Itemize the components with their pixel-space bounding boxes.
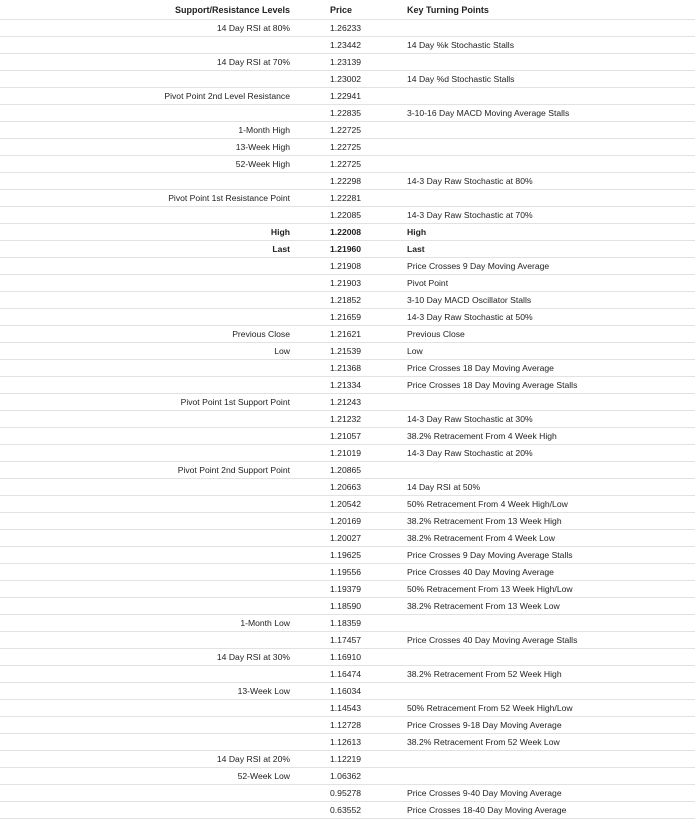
level-cell: 14 Day RSI at 30% <box>0 649 306 666</box>
price-cell: 1.23442 <box>306 37 388 54</box>
table-row <box>0 683 695 700</box>
price-cell: 1.20169 <box>306 513 388 530</box>
table-row <box>0 190 695 207</box>
turning-point-cell <box>388 649 695 666</box>
turning-point-cell <box>388 394 695 411</box>
table-row <box>0 751 695 768</box>
turning-point-cell <box>388 20 695 37</box>
level-cell <box>0 428 306 445</box>
price-cell: 1.21334 <box>306 377 388 394</box>
table-row <box>0 224 695 241</box>
level-cell <box>0 275 306 292</box>
turning-point-cell: 38.2% Retracement From 52 Week Low <box>388 734 695 751</box>
turning-point-cell: Price Crosses 40 Day Moving Average Stalls <box>388 632 695 649</box>
price-cell: 1.12728 <box>306 717 388 734</box>
level-cell: Low <box>0 343 306 360</box>
price-cell: 1.21852 <box>306 292 388 309</box>
price-cell: 1.14543 <box>306 700 388 717</box>
turning-point-cell: 50% Retracement From 13 Week High/Low <box>388 581 695 598</box>
level-cell <box>0 105 306 122</box>
turning-point-cell <box>388 122 695 139</box>
price-cell: 1.22725 <box>306 156 388 173</box>
turning-point-cell: Last <box>388 241 695 258</box>
level-cell: Pivot Point 2nd Support Point <box>0 462 306 479</box>
price-cell: 1.19556 <box>306 564 388 581</box>
table-row <box>0 343 695 360</box>
level-cell <box>0 445 306 462</box>
level-cell: 14 Day RSI at 20% <box>0 751 306 768</box>
table-row <box>0 241 695 258</box>
turning-point-cell: 50% Retracement From 52 Week High/Low <box>388 700 695 717</box>
table-row <box>0 71 695 88</box>
price-cell: 1.20865 <box>306 462 388 479</box>
price-cell: 1.22941 <box>306 88 388 105</box>
table-row <box>0 598 695 615</box>
level-cell <box>0 71 306 88</box>
table-row <box>0 632 695 649</box>
level-cell <box>0 666 306 683</box>
header-turning-points: Key Turning Points <box>388 0 695 20</box>
turning-point-cell: Price Crosses 18-40 Day Moving Average <box>388 802 695 819</box>
level-cell <box>0 292 306 309</box>
price-cell: 1.21903 <box>306 275 388 292</box>
turning-point-cell <box>388 139 695 156</box>
level-cell <box>0 37 306 54</box>
level-cell: Last <box>0 241 306 258</box>
level-cell: Pivot Point 1st Support Point <box>0 394 306 411</box>
table-row <box>0 173 695 190</box>
level-cell <box>0 734 306 751</box>
turning-point-cell <box>388 54 695 71</box>
turning-point-cell <box>388 156 695 173</box>
price-cell: 1.12613 <box>306 734 388 751</box>
level-cell <box>0 513 306 530</box>
table-row <box>0 37 695 54</box>
level-cell <box>0 598 306 615</box>
turning-point-cell: High <box>388 224 695 241</box>
turning-point-cell: 38.2% Retracement From 13 Week High <box>388 513 695 530</box>
level-cell <box>0 479 306 496</box>
table-row <box>0 360 695 377</box>
table-body <box>0 20 695 819</box>
price-cell: 1.20027 <box>306 530 388 547</box>
level-cell: 1-Month Low <box>0 615 306 632</box>
price-cell: 1.21232 <box>306 411 388 428</box>
level-cell: 13-Week High <box>0 139 306 156</box>
price-cell: 1.12219 <box>306 751 388 768</box>
level-cell <box>0 173 306 190</box>
turning-point-cell: 14 Day %k Stochastic Stalls <box>388 37 695 54</box>
turning-point-cell: 3-10 Day MACD Oscillator Stalls <box>388 292 695 309</box>
table-row <box>0 513 695 530</box>
table-row <box>0 547 695 564</box>
price-cell: 1.23002 <box>306 71 388 88</box>
turning-point-cell: 3-10-16 Day MACD Moving Average Stalls <box>388 105 695 122</box>
table-row <box>0 411 695 428</box>
price-cell: 1.16474 <box>306 666 388 683</box>
price-cell: 1.06362 <box>306 768 388 785</box>
turning-point-cell: Pivot Point <box>388 275 695 292</box>
turning-point-cell: 38.2% Retracement From 4 Week Low <box>388 530 695 547</box>
turning-point-cell: 14-3 Day Raw Stochastic at 70% <box>388 207 695 224</box>
table-row <box>0 258 695 275</box>
level-cell <box>0 802 306 819</box>
table-row <box>0 615 695 632</box>
price-cell: 1.22835 <box>306 105 388 122</box>
price-cell: 1.22008 <box>306 224 388 241</box>
header-price: Price <box>306 0 388 20</box>
turning-point-cell: 14 Day RSI at 50% <box>388 479 695 496</box>
level-cell <box>0 411 306 428</box>
table-row <box>0 377 695 394</box>
turning-point-cell <box>388 88 695 105</box>
table-row <box>0 292 695 309</box>
price-cell: 1.17457 <box>306 632 388 649</box>
turning-point-cell: 38.2% Retracement From 13 Week Low <box>388 598 695 615</box>
price-cell: 1.23139 <box>306 54 388 71</box>
level-cell: High <box>0 224 306 241</box>
price-cell: 0.63552 <box>306 802 388 819</box>
turning-point-cell <box>388 615 695 632</box>
table-row <box>0 275 695 292</box>
turning-point-cell: Low <box>388 343 695 360</box>
turning-point-cell: Previous Close <box>388 326 695 343</box>
turning-point-cell: 38.2% Retracement From 52 Week High <box>388 666 695 683</box>
table-row <box>0 496 695 513</box>
price-cell: 1.20663 <box>306 479 388 496</box>
level-cell <box>0 360 306 377</box>
level-cell <box>0 717 306 734</box>
table-row <box>0 156 695 173</box>
turning-point-cell <box>388 768 695 785</box>
level-cell <box>0 207 306 224</box>
table-row <box>0 462 695 479</box>
table-row <box>0 479 695 496</box>
price-cell: 1.16910 <box>306 649 388 666</box>
table-row <box>0 54 695 71</box>
level-cell <box>0 700 306 717</box>
level-cell <box>0 309 306 326</box>
header-row <box>0 0 695 20</box>
turning-point-cell: 14-3 Day Raw Stochastic at 50% <box>388 309 695 326</box>
level-cell <box>0 581 306 598</box>
price-cell: 1.19625 <box>306 547 388 564</box>
price-cell: 1.22298 <box>306 173 388 190</box>
table-row <box>0 309 695 326</box>
turning-point-cell: Price Crosses 9-18 Day Moving Average <box>388 717 695 734</box>
table-row <box>0 394 695 411</box>
price-cell: 1.21057 <box>306 428 388 445</box>
turning-point-cell: 50% Retracement From 4 Week High/Low <box>388 496 695 513</box>
price-cell: 1.18590 <box>306 598 388 615</box>
turning-point-cell: 14-3 Day Raw Stochastic at 80% <box>388 173 695 190</box>
level-cell <box>0 785 306 802</box>
level-cell: Previous Close <box>0 326 306 343</box>
table-row <box>0 564 695 581</box>
table-row <box>0 428 695 445</box>
price-cell: 0.95278 <box>306 785 388 802</box>
level-cell: 14 Day RSI at 80% <box>0 20 306 37</box>
table-row <box>0 768 695 785</box>
turning-point-cell <box>388 751 695 768</box>
table-row <box>0 88 695 105</box>
level-cell: 13-Week Low <box>0 683 306 700</box>
price-cell: 1.22085 <box>306 207 388 224</box>
turning-point-cell: 14 Day %d Stochastic Stalls <box>388 71 695 88</box>
price-cell: 1.21621 <box>306 326 388 343</box>
level-cell: 1-Month High <box>0 122 306 139</box>
price-cell: 1.21960 <box>306 241 388 258</box>
table-row <box>0 105 695 122</box>
level-cell <box>0 258 306 275</box>
price-cell: 1.21368 <box>306 360 388 377</box>
table-row <box>0 649 695 666</box>
level-cell <box>0 530 306 547</box>
turning-point-cell: 14-3 Day Raw Stochastic at 20% <box>388 445 695 462</box>
table-row <box>0 139 695 156</box>
table-row <box>0 122 695 139</box>
price-cell: 1.19379 <box>306 581 388 598</box>
turning-point-cell: 38.2% Retracement From 4 Week High <box>388 428 695 445</box>
table-row <box>0 700 695 717</box>
price-cell: 1.21908 <box>306 258 388 275</box>
price-cell: 1.26233 <box>306 20 388 37</box>
turning-point-cell <box>388 190 695 207</box>
table-row <box>0 207 695 224</box>
level-cell: 52-Week High <box>0 156 306 173</box>
table-row <box>0 445 695 462</box>
table-row <box>0 734 695 751</box>
turning-point-cell: 14-3 Day Raw Stochastic at 30% <box>388 411 695 428</box>
turning-point-cell: Price Crosses 40 Day Moving Average <box>388 564 695 581</box>
level-cell: Pivot Point 2nd Level Resistance <box>0 88 306 105</box>
price-cell: 1.20542 <box>306 496 388 513</box>
price-cell: 1.21243 <box>306 394 388 411</box>
level-cell <box>0 547 306 564</box>
header-levels: Support/Resistance Levels <box>0 0 306 20</box>
price-cell: 1.22725 <box>306 139 388 156</box>
turning-point-cell: Price Crosses 9 Day Moving Average Stalls <box>388 547 695 564</box>
price-cell: 1.21659 <box>306 309 388 326</box>
turning-point-cell: Price Crosses 18 Day Moving Average Stalls <box>388 377 695 394</box>
level-cell <box>0 632 306 649</box>
level-cell <box>0 496 306 513</box>
turning-point-cell: Price Crosses 18 Day Moving Average <box>388 360 695 377</box>
price-cell: 1.22281 <box>306 190 388 207</box>
level-cell <box>0 564 306 581</box>
turning-point-cell: Price Crosses 9 Day Moving Average <box>388 258 695 275</box>
table-row <box>0 20 695 37</box>
level-cell: Pivot Point 1st Resistance Point <box>0 190 306 207</box>
table-row <box>0 785 695 802</box>
table-row <box>0 666 695 683</box>
price-cell: 1.21539 <box>306 343 388 360</box>
turning-point-cell: Price Crosses 9-40 Day Moving Average <box>388 785 695 802</box>
turning-point-cell <box>388 683 695 700</box>
table-row <box>0 802 695 819</box>
table-row <box>0 581 695 598</box>
level-cell <box>0 377 306 394</box>
level-cell: 52-Week Low <box>0 768 306 785</box>
price-cell: 1.16034 <box>306 683 388 700</box>
level-cell: 14 Day RSI at 70% <box>0 54 306 71</box>
price-cell: 1.22725 <box>306 122 388 139</box>
table-row <box>0 326 695 343</box>
table-row <box>0 717 695 734</box>
price-cell: 1.21019 <box>306 445 388 462</box>
turning-point-cell <box>388 462 695 479</box>
price-cell: 1.18359 <box>306 615 388 632</box>
table-row <box>0 530 695 547</box>
